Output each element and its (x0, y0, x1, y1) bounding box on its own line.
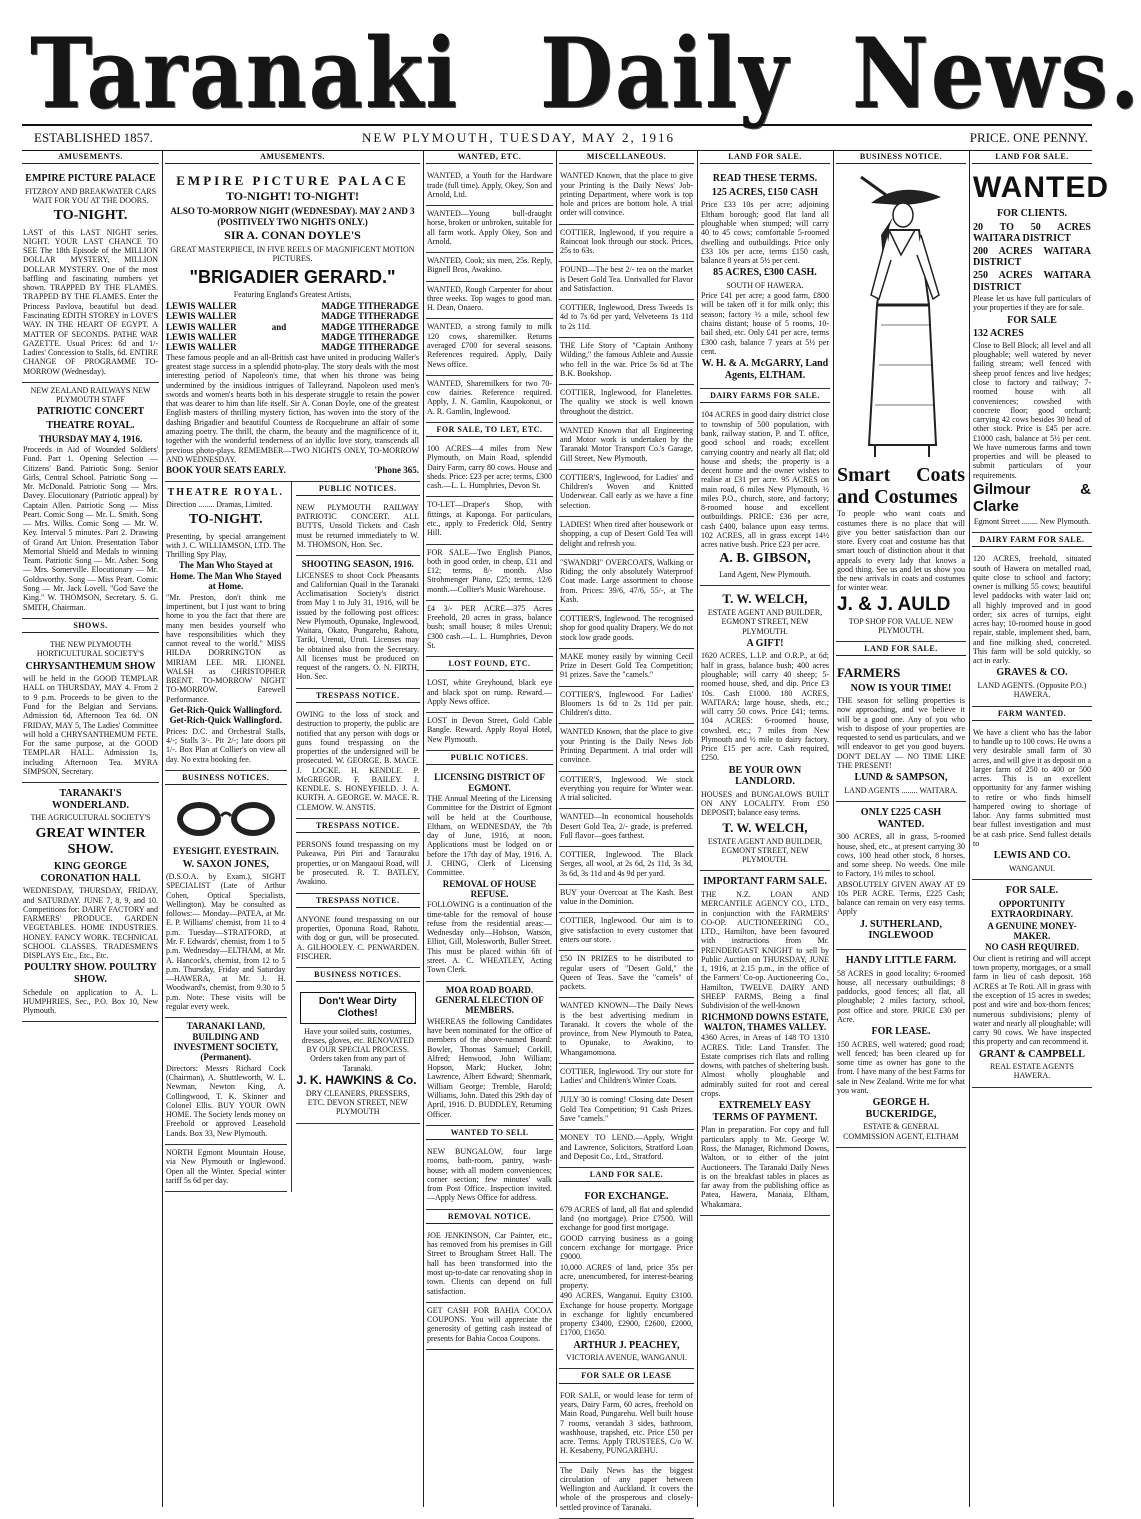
price-label: PRICE. ONE PENNY. (969, 130, 1088, 145)
advert-subtitle: FITZROY AND BREAKWATER CARS WAIT FOR YOU AT THE DOORS. (24, 186, 157, 206)
advert-title: EMPIRE PICTURE PALACE (176, 173, 409, 189)
advert-body: Have your soiled suits, costumes, dresses, gloves, etc. RENOVATED BY OUR SPECIAL PROCESS. Orders taken from any part of Taranaki. (301, 1026, 414, 1073)
advert-body: Directors: Messrs Richard Cock (Chairman), A. Shuttleworth, W. L. Newman, Newton King, A. Collingwood, T. K. Skinner and Colonel Ellis. BUY YOUR OWN HOME. The Society lends money on Freehold or approved Leasehold Lands. Box 33, New Plymouth. (166, 1063, 286, 1138)
advert-lund-sampson: FARMERS NOW IS YOUR TIME! THE season for selling properties is now approaching, and we believe it will be a good one. Any of you who wish to dispose of your properties are requested to send us particulars, and we will endeavor to get you good buyers. DON'T DELAY — NO TIME LIKE THE PRESENT! LUND & SAMPSON, LAND AGENTS ........ WAITARA. (836, 660, 966, 802)
classified: WANTED—In economical households Desert Gold Tea, 2/- grade, is preferred. Full flavor—goes farthest. (559, 809, 694, 847)
classified: COTTIER, Inglewood. Try our store for Ladies' and Children's Winter Coats. (559, 1064, 694, 1093)
advert-body: "Mr. Preston, don't think me impertinent, but I just want to bring home to you the fact that there are many men besides yourself who have responsibilities which they cannot reveal to the world." MISS HILDA DORRINGTON as MIRIAM LEE. MR. LIONEL WALSH as CHRISTOPHER BRENT. TO-MORROW NIGHT TO-MORROW. Farewell Performance. (166, 592, 286, 704)
advert-headline: PATRIOTIC CONCERT (36, 406, 145, 418)
classified: NEW BUNGALOW, four large rooms, bath-room, pantry, wash-house; with all modern conveniences; corner section; few minutes' walk from Post Office. Inspection invited.—Apply News Office for address. (426, 1144, 553, 1210)
section-heading: LOST FOUND, ETC. (426, 657, 553, 671)
section-heading: AMUSEMENTS. (22, 150, 159, 164)
advert-tonight: TO-NIGHT. (188, 512, 263, 528)
advert-body: Prices: D.C. and Orchestral Stalls, 4/-; Stalls 3/-. Pit 2/-; late doors pit 1/-. Box Plan at Collier's on view all day. No extra booking fee. (166, 726, 286, 764)
spectacles-icon (171, 796, 281, 842)
notice-railway-concert (296, 500, 420, 556)
advert-description: GREAT MASTERPIECE, IN FIVE REELS OF MAGNIFICENT MOTION PICTURES. (170, 245, 415, 264)
notice-licensing: LICENSING DISTRICT OF EGMONT. THE Annual Meeting of the Licensing Committee for the District of Egmont will be held at the Courthouse, Eltham, on WEDNESDAY, the 7th day of June, 1916, at noon. Applications must be lodged on or before the 17th day of May, 1916. A. J. CHING, Clerk of Licensing Committee. REMOVAL OF HOUSE REFUSE. FOLLOWING is a continuation of the time-table for the removal of house refuse from the residential areas:— Wednesday only—Hobson, Watson, Elliot, Gill, Molesworth, Buller Street. This must be placed within 6ft of street. A. C. WHEATLEY, Acting Town Clerk. (426, 769, 553, 981)
classified: MONEY TO LEND.—Apply, Wright and Lawrence, Solicitors, Stratford Loan and Deposit Co., Ltd., Stratford. (559, 1130, 694, 1168)
classified: WANTED Known that all Engineering and Motor work is undertaken by the Taranaki Motor Transport Co.'s Garage, Gill Street, New Plymouth. (559, 423, 694, 470)
advert-theatre-royal (165, 482, 287, 771)
section-heading: WANTED TO SELL (426, 1126, 553, 1140)
advert-subtitle: THE AGRICULTURAL SOCIETY'S (30, 813, 151, 823)
cast-row: LEWIS WALLER MADGE TITHERADGE (166, 300, 419, 311)
advert-graves: 120 ACRES, freehold, situated south of Hawera on metalled road, quite close to school and factory; owner is milking 55 cows; beautiful level paddocks with water laid on; all highly improved and in good order; six acres of turnips, eight acres hay; 10-roomed house in good repair, stable, implement shed, barn, and fine milking shed, concreted. This farm will be sold quickly, so act in early. GRAVES & CO. LAND AGENTS. (Opposite P.O.) HAWERA. (972, 551, 1092, 706)
advert-buckeridge: HANDY LITTLE FARM. 58 ACRES in good locality; 6-roomed house, all necessary outbuildings; 8 paddocks, good fences; all flat, all ploughable; 2 miles factory, school, post office and store. PRICE £30 per Acre. FOR LEASE. 150 ACRES, well watered; good road; well fenced; has been cleared up for some time as owner has gone to the front. I have many of the best Farms for sale in New Zealand. Write me for what you want. GEORGE H. BUCKERIDGE, ESTATE & GENERAL COMMISSION AGENT, ELTHAM (836, 950, 966, 1148)
advert-mcgarry: READ THESE TERMS. 125 ACRES, £150 CASH Price £33 10s per acre; adjoining Eltham borough; good flat land all ploughable when stumped; will carry 40 to 45 cows; comfortable 5-roomed dwelling and outbuildings. Price only £33 10s per acre, terms £150 cash, balance 8 years at 5½ per cent. 85 ACRES, £300 CASH. SOUTH OF HAWERA. Price £41 per acre; a good farm, £800 will be taken off it for milk only; this season; factory ½ a mile, school few chains distant; house of 5 rooms, 10-bail shed, etc. Only £41 per acre, terms £300 cash, balance 7 years at 5½ per cent. W. H. & A. McGARRY, Land Agents, ELTHAM. (700, 168, 830, 389)
section-heading: DAIRY FARM FOR SALE. (972, 533, 1092, 547)
advert-body: NORTH Egmont Mountain House, via New Plymouth or Inglewood. Open all the Winter. Special winter tariff 5s 6d per day. (166, 1148, 286, 1185)
section-heading: TRESPASS NOTICE. (296, 894, 420, 908)
advert-lewis: We have a client who has the labor to handle up to 100 cows. He owns a very desirable small farm of 30 acres, and will give it as deposit on a larger farm of 250 to 400 or 500 acres. This is an excellent opportunity for any farmer wishing to retire or who finds himself hampered owing to shortage of labor. Any farms submitted must bear fullest investigation and must be at cash price. Send fullest details to LEWIS AND CO. WANGANUI. (972, 725, 1092, 880)
fashion-illustration-icon (841, 175, 961, 460)
section-heading: BUSINESS NOTICE. (836, 150, 966, 164)
masthead (20, 8, 1141, 130)
section-heading: TRESPASS NOTICE. (296, 689, 420, 703)
cast-row: LEWIS WALLER and MADGE TITHERADGE (166, 321, 419, 332)
classified: THE Life Story of "Captain Anthony Wilding," the famous Athlete and Aussie who fell in the war. Price 5s 6d at The B.K. Bookshop. (559, 338, 694, 385)
classified: WANTED Known, that the place to give your Printing is the Daily News' Job-printing Department, where work is top hole and prices are bottom hole. A trial order will convince. (559, 168, 694, 224)
advert-eyesight: EYESIGHT. EYESTRAIN. (172, 846, 279, 857)
advert-hawkins (296, 986, 420, 1123)
advert-name: Gilmour & Clarke (973, 480, 1091, 516)
classified: WANTED, Cook; six men, 25s. Reply, Bignell Bros, Awakino. (426, 253, 553, 282)
classified: £50 IN PRIZES to be distributed to regular users of "Desert Gold," the Queen of Teas. Save the "camels" of packets. (559, 951, 694, 998)
section-heading: MISCELLANEOUS. (559, 150, 694, 164)
classified: WANTED KNOWN—The Daily News is the best advertising medium in Taranaki. It covers the whole of the province, from New Plymouth to Patea, to Opunake, to Awakino, to Whangamomona. (559, 998, 694, 1064)
advert-chrysanthemum-show (22, 637, 159, 783)
advert-author: SIR A. CONAN DOYLE'S (224, 228, 361, 243)
classified: The Daily News has the biggest circulation of any paper between Wellington and Auckland. It covers the whole of the prosperous and closely-settled province of Taranaki. (559, 1463, 694, 1519)
classified: JOE JENKINSON, Car Painter, etc., has removed from his premises in Gill Street to Brougham Street Hall. The hall has been transformed into the most up-to-date car renovating shop in town. Clients can depend on full satisfaction. (426, 1228, 553, 1303)
notice-body: NEW PLYMOUTH RAILWAY PATRIOTIC CONCERT. ALL BUTTS, Unsold Tickets and Cash must be returned immediately to W. M. THOMSON, Hon. Sec. (296, 502, 419, 549)
classified: TO-LET—Draper's Shop, with fittings, at Kaponga. For particulars, etc., apply to Frederick Old, Sentry Hill. (426, 497, 553, 544)
advert-gilmour-clarke: WANTED FOR CLIENTS. 20 TO 50 ACRES WAITARA DISTRICT 200 ACRES WAITARA DISTRICT 250 ACRES WAITARA DISTRICT Please let us have full particulars of your properties if they are for sale. FOR SALE 132 ACRES Close to Bell Block; all level and all ploughable; well watered by never failing stream; well fenced with sheep proof fences and live hedges; close to factory and railway; 7-roomed house with all conveniences; cowshed with concrete floor; good orchard; carrying 42 cows besides 30 head of other stock. Price is £45 per acre. £1000 cash, balance at 5½ per cent. We have numerous farms and town properties and will be pleased to submit particulars of your requirements. Gilmour & Clarke Egmont Street ........ New Plymouth. (972, 168, 1092, 533)
classified: WANTED—Young bull-draught horse, broken or unbroken, suitable for all farm work. Apply Okey, Son and Arnold. (426, 206, 553, 253)
advert-venue: KING GEORGE CORONATION HALL (40, 861, 141, 884)
advert-body: will be held in the GOOD TEMPLAR HALL on THURSDAY, MAY 4. From 2 to 9 p.m. Proceeds to be given to the Fund for the Belgian and Servians. Admission 6d, Afternoon Tea 6d. ON FRIDAY, MAY 5, The Ladies' Committee will hold a CHRYSANTHEMUM FETE. For the same purpose, at the GOOD TEMPLAR HALL. Admission 1s, including Afternoon Tea. MYRA SIMPSON, Secretary. (23, 674, 158, 776)
advert-director: Direction ........ Dramas, Limited. (166, 500, 273, 510)
advert-body: LAST of this LAST NIGHT series. NIGHT. YOUR LAST CHANCE TO SEE The 18th Episode of the MILLION DOLLAR MYSTERY, MILLION DOLLAR MYSTERY. One of the most baffling and fascinating numbers yet shown. TRAPPED BY THE FLAMES. TRAPPED BY THE FLAMES. Enter the Princess Pavlova, beautiful but dead. Fascinating EDITH STOREY in LOVE'S WAY. IN THE HEART OF EGYPT. A MATTER OF SECONDS. PATHE WAR GAZETTE. Usual Prices: 6d and 1/- Ladies' Concession to Stalls, 6d. ENTIRE CHANGE OF PROGRAMME TO-MORROW (Wednesday). (23, 227, 158, 376)
column-rule (697, 150, 698, 1507)
advert-exchange: FOR EXCHANGE. 679 ACRES of land, all flat and splendid land (no mortgage). Price £7500. Will exchange for good first mortgage. GOOD carrying business as a going concern exchange for mortgage. Price £9000. 10,000 ACRES of land, price 35s per acre, unencumbered, for interest-bearing property. 490 ACRES, Wanganui. Equity £3100. Exchange for house property. Mortgage in exchange for lightly encumbered property £3400, £2900, £2600, £2000, £1700, £1650. ARTHUR J. PEACHEY, VICTORIA AVENUE, WANGANUI. (559, 1186, 694, 1369)
notice-trespass-2 (296, 837, 420, 893)
advert-headline: GREAT WINTER SHOW. (35, 825, 146, 857)
advert-name: W. SAXON JONES, (182, 858, 269, 870)
section-heading: LAND FOR SALE. (700, 150, 830, 164)
advert-name: J. & J. AULD (837, 593, 951, 615)
advert-play: The Man Who Stayed at Home. The Man Who Stayed at Home. (170, 560, 282, 592)
advert-headline: Smart Coats and Costumes (837, 464, 965, 509)
notice-body: LICENSES to shoot Cock Pheasants and Californian Quail in the Taranaki Acclimatisation Society's district from May 1 to July 31, 1916, will be issued by the following post offices: New Plymouth, Opunake, Inglewood, Waitara, Okato, Pungarehu, Rahotu, Tariki, Urenui, Uruti. Licenses may be obtained also from the Secretary. All licenses must be produced on request of the rangers. O. N. FIRTH, Hon. Sec. (296, 570, 419, 682)
classified: LADIES! When tired after housework or shopping, a cup of Desert Gold Tea will delight and refresh you. (559, 517, 694, 555)
advert-body: WEDNESDAY, THURSDAY, FRIDAY, and SATURDAY. JUNE 7, 8, 9, and 10. Competitions for: DAIRY FACTORY and FARMERS' PRODUCE. GARDEN VEGETABLES. HOME INDUSTRIES. HONEY. FANCY WORK. TECHNICAL SCHOOL CLASSES. TRADESMEN'S DISPLAYS Etc., Etc., Etc. (23, 886, 158, 961)
notice-trespass-3 (296, 912, 420, 968)
column-rule (833, 150, 834, 1507)
advert-footer: Schedule on application to A. L. HUMPHRIES, Sec., P.O. Box 10, New Plymouth. (23, 987, 158, 1016)
column-rule (969, 150, 970, 1507)
classified: LOST, white Greyhound, black eye and black spot on rump. Reward.—Apply News office. (426, 675, 553, 713)
classified: COTTIER, Inglewood, Dress Tweeds 1s 4d to 7s 6d per yard, Velveteens 1s 11d to 2s 11d. (559, 300, 694, 338)
advert-mountain-house (165, 1145, 287, 1192)
advert-poultry: POULTRY SHOW. POULTRY SHOW. (24, 962, 157, 985)
classified: 100 ACRES—4 miles from New Plymouth, on Main Road, splendid Dairy Farm, carry 80 cows. House and sheds. Price: £23 per acre; terms, £300 cash.—L. L. Humphries, Devon St. (426, 441, 553, 497)
column-amusements (22, 150, 159, 1507)
advert-grant-campbell: FOR SALE. OPPORTUNITY EXTRAORDINARY. A GENUINE MONEY-MAKER. NO CASH REQUIRED. Our client is retiring and will accept town property, mortgages, or a small farm in lieu of cash deposit. 168 ACRES at Te Roti. All in grass with the exception of 15 acres in swedes; post and wire and box-thorn fences; numerous subdivisions; plenty of water and nearly all ploughable; will carry 90 cows. We have inspected this property and can recommend it. GRANT & CAMPBELL REAL ESTATE AGENTS HAWERA. (972, 880, 1092, 1088)
column-rule (423, 150, 424, 1507)
advert-body: Proceeds in Aid of Wounded Soldiers' Fund. Part 1. Opening Selection — Citizens' Band. Patriotic Song. Senior Girls, Central School. Patriotic Song — Mr. McDonald. Patriotic Song — Mrs. Davey. Elocutionary (Patriotic appeal) by Captain Allen. Patriotic Song — Miss Peart. Comic Song — Mr. L. Smith. Song — Mrs. Wilks. Comic Song — Mr. W. Key. Interval 5 minutes. Part 2. Drawing of Grand Art Union. Presentation Tabor Memorial Shield and Medals to winning Team. Patriotic Song — Mr. Asher. Song — Mrs. Somerville. Elocutionary — Mr. Goldsworthy. Song — Miss Peart. Comic Song — Mr. Jack Lovell. "God Save the King." W. THOMSON, Secretary. S. G. SMITH, Chairman. (23, 445, 158, 612)
advert-name: J. K. HAWKINS & Co. (296, 1072, 417, 1087)
advert-patriotic-concert (22, 383, 159, 619)
classified: GET CASH FOR BAHIA COCOA COUPONS. You will appreciate the generosity of getting cash instead of presents for Bahia Cocoa Coupons. (426, 1303, 553, 1350)
notice-trespass-1 (296, 707, 420, 819)
classified: FOUND—The best 2/- tea on the market is Desert Gold Tea. Unrivalled for Flavor and Satisfaction. (559, 262, 694, 300)
column-amusements-2 (165, 150, 420, 1507)
advert-saxon-jones (165, 789, 287, 1018)
section-heading: PUBLIC NOTICES. (426, 751, 553, 765)
masthead-title-word-3: News. (852, 16, 1141, 130)
notice-body: OWING to the loss of stock and destruction to property, the public are notified that any person with dogs or guns found trespassing on the properties of the undersigned will be prosecuted. W. GEORGE. B. MACE. J. LOCKE. H. KENDLE. P. McGREGOR. F. BAILEY. J. KENDLE. S. HONEYFIELD. J. A. KURTH. A. GEORGE. W. MACE. R. CLEMOW. W. ANSTIS. (296, 710, 419, 812)
advert-sutherland: ONLY £225 CASH WANTED. 300 ACRES, all in grass, 5-roomed house, shed, etc., at present carrying 30 cows, 100 head other stock, 8 horses, and some sheep. No weeds. One mile to Factory, 1½ miles to school. ABSOLUTELY GIVEN AWAY AT £9 10s PER ACRE. Terms, £225 Cash; balance can remain on very easy terms. Apply J. SUTHERLAND, INGLEWOOD (836, 802, 966, 950)
advert-tonight: TO-NIGHT! TO-NIGHT! (225, 189, 360, 204)
section-heading: DAIRY FARMS FOR SALE. (700, 389, 830, 403)
advert-play: Get-Rich-Quick Wallingford. Get-Rich-Quick Wallingford. (169, 704, 282, 726)
classified: FOR SALE, or would lease for term of years, Dairy Farm, 60 acres, freehold on Main Road, Pungarehu. Well built house 7 rooms, verandah 3 sides, bathroom, washhouse, trapshed, etc. Price £50 per acre. Terms. Apply TRUSTEES, C/o W. H. Kesaberry, PUNGAREHU. (559, 1388, 694, 1463)
advert-auld (836, 168, 966, 642)
classified: WANTED, Sharemilkers for two 70-cow dairies. Reference required. Apply, J. N. Gamlin, Kaupokonui, or A. R. Gamlin, Inglewood. (426, 376, 553, 423)
advert-title: EMPIRE PICTURE PALACE (25, 173, 156, 185)
advert-title: TARANAKI LAND, BUILDING AND INVESTMENT SOCIETY, (Permanent). (173, 1021, 279, 1063)
advert-film-title: "BRIGADIER GERARD." (189, 266, 396, 287)
advert-date: THURSDAY MAY 4, 1916. (38, 433, 143, 444)
section-heading: BUSINESS NOTICES. (296, 968, 420, 982)
section-heading: BUSINESS NOTICES. (165, 771, 287, 785)
advert-headline: CHRYSANTHEMUM SHOW (25, 660, 156, 672)
section-heading: FOR SALE OR LEASE (559, 1369, 694, 1383)
classified: £4 3/- PER ACRE—375 Acres Freehold, 20 acres in grass, balance bush; small house; 8 miles Urenui; £300 cash.—L. L. Humphries, Devon St. (426, 601, 553, 657)
cast-row: LEWIS WALLER MADGE TITHERADGE (166, 332, 419, 343)
section-heading: REMOVAL NOTICE. (426, 1210, 553, 1224)
masthead-title-word-1: Taranaki (30, 16, 460, 130)
advert-body: These famous people and an all-British cast have united in producing Waller's greatest stage success in a splendid photo-play. The story deals with the most interesting period of Napoleon's time, that when his throne was being undermined by the insidious intrigues of Talleyrand. Napoleon used men's swords and women's hearts both in his desperate struggle to retain the power that was dearer to him than life itself. Sir A. Conan Doyle, one of the greatest English masters of thrilling mystery fiction, has woven into the story of the dashing Brigadier and beautiful Countess de Rocquebrune an affair of some amazing poetry. The thrill, the charm, the beauty and the magnificence of it, together with the wonderful tenderness of an idyllic love story, transcends all previous photo-plays. REMEMBER—TWO NIGHTS ONLY, TO-MORROW AND WEDNESDAY. (166, 352, 419, 464)
advert-headline: WANTED (973, 171, 1109, 205)
classified: WANTED, a strong family to milk 120 cows, sharemilker. Returns averaged £700 for several seasons. References required. Apply, Daily News office. (426, 319, 553, 375)
classified: MAKE money easily by winning Cecil Prize in Desert Gold Tea Competition; 91 prizes. Save the "camels." (559, 649, 694, 687)
classified: COTTIER'S, Inglewood. For Ladies' Bloomers 1s 6d to 2s 11d per pair. Children's ditto. (559, 687, 694, 725)
section-heading: LAND FOR SALE. (836, 642, 966, 656)
dateline: NEW PLYMOUTH, TUESDAY, MAY 2, 1916 (362, 130, 676, 145)
advert-address: DRY CLEANERS, PRESSERS, ETC. DEVON STREET, NEW PLYMOUTH (305, 1088, 410, 1117)
notice-body: PERSONS found trespassing on my Pukeawa, Piri Piri and Tarauraku properties, or on Mangaoui Road, will be prosecuted. R. T. BATLEY, Awakino. (296, 840, 419, 887)
advert-winter-show (22, 783, 159, 1022)
advert-title: TARANAKI'S WONDERLAND. (52, 788, 129, 811)
advert-venue: THEATRE ROYAL. (46, 420, 135, 431)
advert-title: NEW ZEALAND RAILWAYS NEW PLYMOUTH STAFF (30, 385, 151, 405)
cast-row: LEWIS WALLER MADGE TITHERADGE (166, 342, 419, 353)
classified: BUY your Overcoat at The Kash. Best value in the Dominion. (559, 885, 694, 914)
column-wanted (426, 150, 553, 1507)
notice-title: SHOOTING SEASON, 1916. (301, 559, 414, 570)
classified: FOR SALE—Two English Pianos, both in good order, in cheap, £11 and £12; terms, 8/- month. Also Strohmenger Piano, £25; terms, 12/6 month.—Collier's Music Warehouse. (426, 545, 553, 601)
column-land-for-sale-2 (972, 150, 1109, 1507)
column-rule (556, 150, 557, 1507)
section-heading: AMUSEMENTS. (165, 150, 420, 164)
classified: COTTIER'S, Inglewood. We stock everything you require for Winter wear. A trial solicited. (559, 772, 694, 810)
advert-land-building-society (165, 1018, 287, 1145)
classified: JULY 30 is coming! Closing date Desert Gold Tea Competition; 91 Cash Prizes. Save "camels." (559, 1092, 694, 1130)
classified: LOST in Devon Street, Gold Cable Bangle. Reward. Apply Royal Hotel, New Plymouth. (426, 713, 553, 751)
cast-row: LEWIS WALLER MADGE TITHERADGE (166, 311, 419, 322)
classified: COTTIER'S, Inglewood, for Ladies' and Children's Woven and Knitted Underwear. Call early as we have a fine selection. (559, 470, 694, 517)
advert-headline: Don't Wear Dirty Clothes! (300, 992, 416, 1023)
advert-title: THEATRE ROYAL. (167, 486, 284, 498)
column-miscellaneous (559, 150, 694, 1512)
advert-body: To people who want coats and costumes there is no place that will give you better satisfaction than our store. Every coat and costume has that smart touch of distinction about it that appeals to every lady that knows a good thing. See us and let us show you the new arrivals in coats and costumes for winter wear. (837, 509, 965, 593)
column-land-for-sale (700, 150, 830, 1507)
advert-brigadier-gerard (165, 168, 420, 481)
section-heading: LAND FOR SALE. (559, 1168, 694, 1182)
classified: COTTIER, Inglewood. The Black Serges, all wool, at 2s 6d, 2s 11d, 3s 3d, 3s 6d, 3s 11d and 4s 9d per yard. (559, 847, 694, 885)
advert-also: ALSO TO-MORROW NIGHT (WEDNESDAY). MAY 2 AND 3 (POSITIVELY TWO NIGHTS ONLY.) (170, 206, 415, 227)
section-heading: FOR SALE, TO LET, ETC. (426, 423, 553, 437)
advert-featuring: Featuring England's Greatest Artists, (233, 290, 352, 300)
advert-tagline: TOP SHOP FOR VALUE. NEW PLYMOUTH. (848, 616, 954, 635)
section-heading: SHOWS. (22, 619, 159, 633)
advert-welch: T. W. WELCH, ESTATE AGENT AND BUILDER, EGMONT STREET, NEW PLYMOUTH. A GIFT! 1620 ACRES, L.I.P. and O.R.P., at 6d; half in grass, balance bush; 400 acres ploughable; will carry 40 sheep; 5-roomed house, shed, and dip. Price £3 10s. Cash £1000. 180 ACRES, WAITARA; large house, sheds, etc.; will carry 50 cows. Price £41; terms. 104 ACRES: 6-roomed house, cowshed, etc.; 7 miles from New Plymouth and ½ mile to dairy factory. Price £15 per acre. Cash required, £250. BE YOUR OWN LANDLORD. HOUSES and BUNGALOWS BUILT ON ANY LOCALITY. From £50 DEPOSIT; balance easy terms. T. W. WELCH, ESTATE AGENT AND BUILDER, EGMONT STREET, NEW PLYMOUTH. (700, 586, 830, 872)
section-heading: PUBLIC NOTICES. (296, 482, 420, 496)
advert-tonight: TO-NIGHT. (53, 208, 128, 224)
booking-row: BOOK YOUR SEATS EARLY. 'Phone 365. (166, 465, 419, 476)
section-heading: TRESPASS NOTICE. (296, 819, 420, 833)
column-rule (162, 150, 163, 1507)
advert-body: (D.S.O.A. by Exam.), SIGHT SPECIALIST (Late of Arthur Cohen, Optical Specialists, Wellington). May be consulted as follows:— Monday—PATEA, at Mr. E. P. Williams' chemist, from 11 to 4 p.m. Tuesday—STRATFORD, at Mr. F. Edwards', chemist, from 1 to 5 p.m. Wednesday—ELTHAM, at Mr. A. Hancock's, chemist, from 12 to 5 p.m. Thursday, Friday and Saturday—HAWERA, at Mr. J. H. Woodward's, chemist, from 9.30 to 5 p.m. Note: These visits will be regular every week. (166, 872, 286, 1011)
classified: WANTED Known, that the place to give your Printing is the Daily News Job Printing Department. A trial order will convince. (559, 724, 694, 771)
advert-title: THE NEW PLYMOUTH HORTICULTURAL SOCIETY'S (36, 640, 145, 659)
advert-richmond-downs: IMPORTANT FARM SALE. THE N.Z. LOAN AND MERCANTILE AGENCY CO., LTD., in conjunction with the FARMERS' CO-OP. AUCTIONEERING CO., LTD., Hamilton, have been favoured with instructions from Mr. PRENDERGAST KNIGHT to sell by Public Auction on THURSDAY, JUNE 1, 1916, at 2.15 p.m., in the office of the Farmers' Co-op. Auctioneering Co., Hamilton, TWELVE DAIRY AND SHEEP FARMS, Being a final Subdivision of the well-known RICHMOND DOWNS ESTATE, WALTON, THAMES VALLEY. 4360 Acres, in Areas of 148 TO 1310 ACRES. Title: Land Transfer. The Estate comprises rich flats and rolling downs, with patches of sheltering bush. Almost wholly ploughable and admirably suited for root and cereal crops. EXTREMELY EASY TERMS OF PAYMENT. Plan in preparation. For copy and full particulars apply to Mr. George W. Ross, the Manager, Richmond Downs, Walton, or to either of the joint Auctioneers. The Taranaki Daily News is on the breakfast tables in places as far away from the publishing office as Patea, Hawera, Manaia, Eltham, Whakamara. (700, 871, 830, 1215)
advert-body: Presenting, by special arrangement with J. C. WILLIAMSON, LTD. The Thrilling Spy Play, (166, 531, 286, 560)
column-business-notice (836, 150, 966, 1507)
masthead-title-word-2: Daily (540, 16, 790, 130)
section-heading: WANTED, ETC. (426, 150, 553, 164)
established-label: ESTABLISHED 1857. (34, 130, 153, 145)
classified: COTTIER, Inglewood, if you require a Raincoat look through our stock. Prices, 25s to 63s. (559, 225, 694, 263)
classified: WANTED, a Youth for the Hardware trade (full time). Apply, Okey, Son and Arnold, Ltd. (426, 168, 553, 206)
notice-shooting-season (296, 556, 420, 689)
notice-body: ANYONE found trespassing on our properties, Oponuna Road, Rahotu, with dog or gun, will be prosecuted. A. GILHOOLEY. C. PENWARDEN. FISCHER. (296, 914, 419, 961)
classified: COTTIER, Inglewood, for Flanelettes. The quality we stock is well known throughout the district. (559, 385, 694, 423)
classified: COTTIER'S, Inglewood. The recognised shop for good quality Drapery. We do not stock low grade goods. (559, 611, 694, 649)
classified: WANTED, Rough Carpenter for about three weeks. Top wages to good man. H. Dean, Onaero. (426, 282, 553, 320)
advert-empire-picture-palace (22, 168, 159, 383)
notice-moa-road-board: MOA ROAD BOARD. GENERAL ELECTION OF MEMBERS. WHEREAS the following Candidates have been nominated for the office of members of the above-named Board: Bowler, Thomas Samuel; Corkill, Alfred; Henwood, John William; Hopson, Mark; Hucker, John; Lawrence, Albert Edward; Shenmark, William George; Tremble, Harold; Williams, John. Dated this 29th day of April, 1916. D. BUDDLEY, Returning Officer. (426, 982, 553, 1126)
section-heading: LAND FOR SALE. (972, 150, 1092, 164)
section-heading: FARM WANTED. (972, 707, 1092, 721)
advert-gibson: 104 ACRES in good dairy district close to township of 500 population, with bank, railway station, P. and T. office, good school and roads; excellent carrying country and nearly all flat; old house and sheds; the property is a decent home and the owner wishes to realise at £31 per acre. 95 ACRES on main road, 6 miles New Plymouth, ½ miles P.O., church, store, and factory; 8-roomed house and excellent outbuildings. PRICE: £36 per acre, cash £400, balance upon easy terms. 102 ACRES, all in grass except 14½ acres native bush. Price £23 per acre. A. B. GIBSON, Land Agent, New Plymouth. (700, 407, 830, 585)
dateline-strip (22, 124, 1092, 151)
classified: "SWANDRI" OVERCOATS, Walking or Riding; the only absolutely Waterproof Coat made. Large assortment to choose from. Prices: 39/6, 47/6, 55/-, at The Kash. (559, 555, 694, 611)
classified: COTTIER, Inglewood. Our aim is to give satisfaction to every customer that enters our store. (559, 913, 694, 951)
